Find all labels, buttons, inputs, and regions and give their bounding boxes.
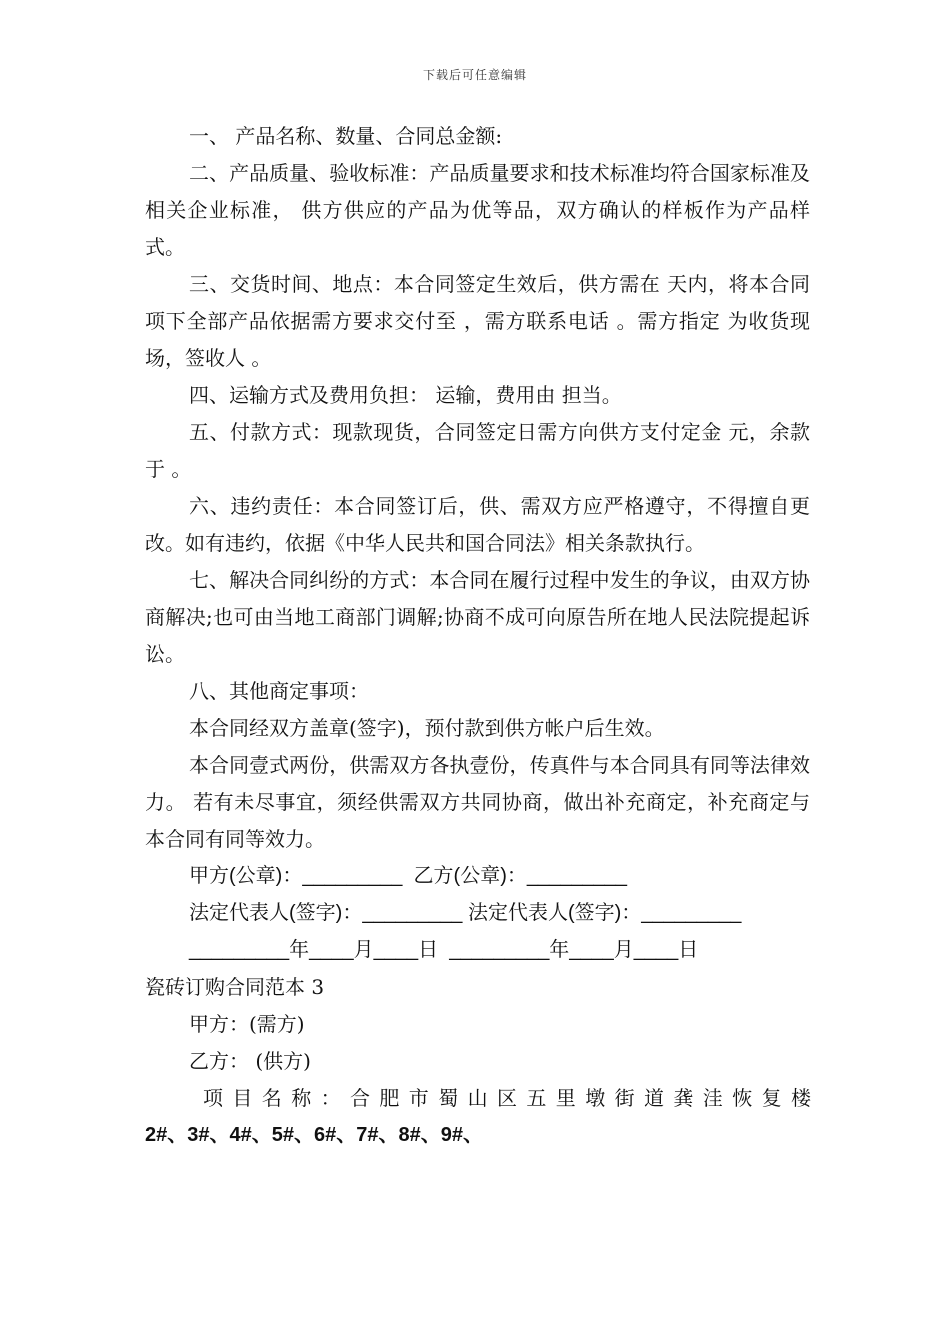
project-name-line: 项目名称：合肥市蜀山区五里墩街道龚洼恢复楼 (203, 1086, 821, 1110)
clause-1: 一、 产品名称、数量、合同总金额: (189, 124, 503, 148)
project-building-numbers: 2#、3#、4#、5#、6#、7#、8#、9#、 (145, 1124, 483, 1146)
copies-clause: 本合同壹式两份，供需双方各执壹份，传真件与本合同具有同等法律效力。 若有未尽事宜，须经供需双方共同协商，做出补充商定，补充商定与本合同有同等效力。 (145, 753, 810, 851)
clause-3: 三、交货时间、地点：本合同签定生效后，供方需在 天内，将本合同项下全部产品依据需方要求交付至 ，需方联系电话 。需方指定 为收货现场，签收人 。 (145, 272, 810, 370)
effective-clause: 本合同经双方盖章(签字)，预付款到供方帐户后生效。 (189, 716, 665, 740)
clause-4: 四、运输方式及费用负担： 运输，费用由 担当。 (189, 383, 622, 407)
signature-representatives: 法定代表人(签字)：_________ 法定代表人(签字)：_________ (189, 902, 742, 924)
clause-8: 八、其他商定事项： (189, 679, 369, 703)
page-header: 下载后可任意编辑 (422, 68, 527, 82)
section-title: 瓷砖订购合同范本 3 (145, 975, 325, 999)
signature-party-seals: 甲方(公章)：_________ 乙方(公章)：_________ (189, 865, 627, 887)
clause-7: 七、解决合同纠纷的方式：本合同在履行过程中发生的争议，由双方协商解决;也可由当地工商部门调解;协商不成可向原告所在地人民法院提起诉讼。 (145, 568, 810, 666)
signature-dates: _________年____月____日 _________年____月____日 (189, 939, 699, 961)
party-a-line: 甲方：(需方) (189, 1012, 305, 1036)
document-body (145, 118, 821, 1154)
clause-2: 二、产品质量、验收标准：产品质量要求和技术标准均符合国家标准及相关企业标准， 供方供应的产品为优等品，双方确认的样板作为产品样式。 (145, 161, 810, 259)
party-b-line: 乙方： (供方) (189, 1049, 311, 1073)
clause-5: 五、付款方式：现款现货，合同签定日需方向供方支付定金 元，余款于 。 (145, 420, 810, 481)
clause-6: 六、违约责任：本合同签订后，供、需双方应严格遵守，不得擅自更改。如有违约，依据《中华人民共和国合同法》相关条款执行。 (145, 494, 810, 555)
